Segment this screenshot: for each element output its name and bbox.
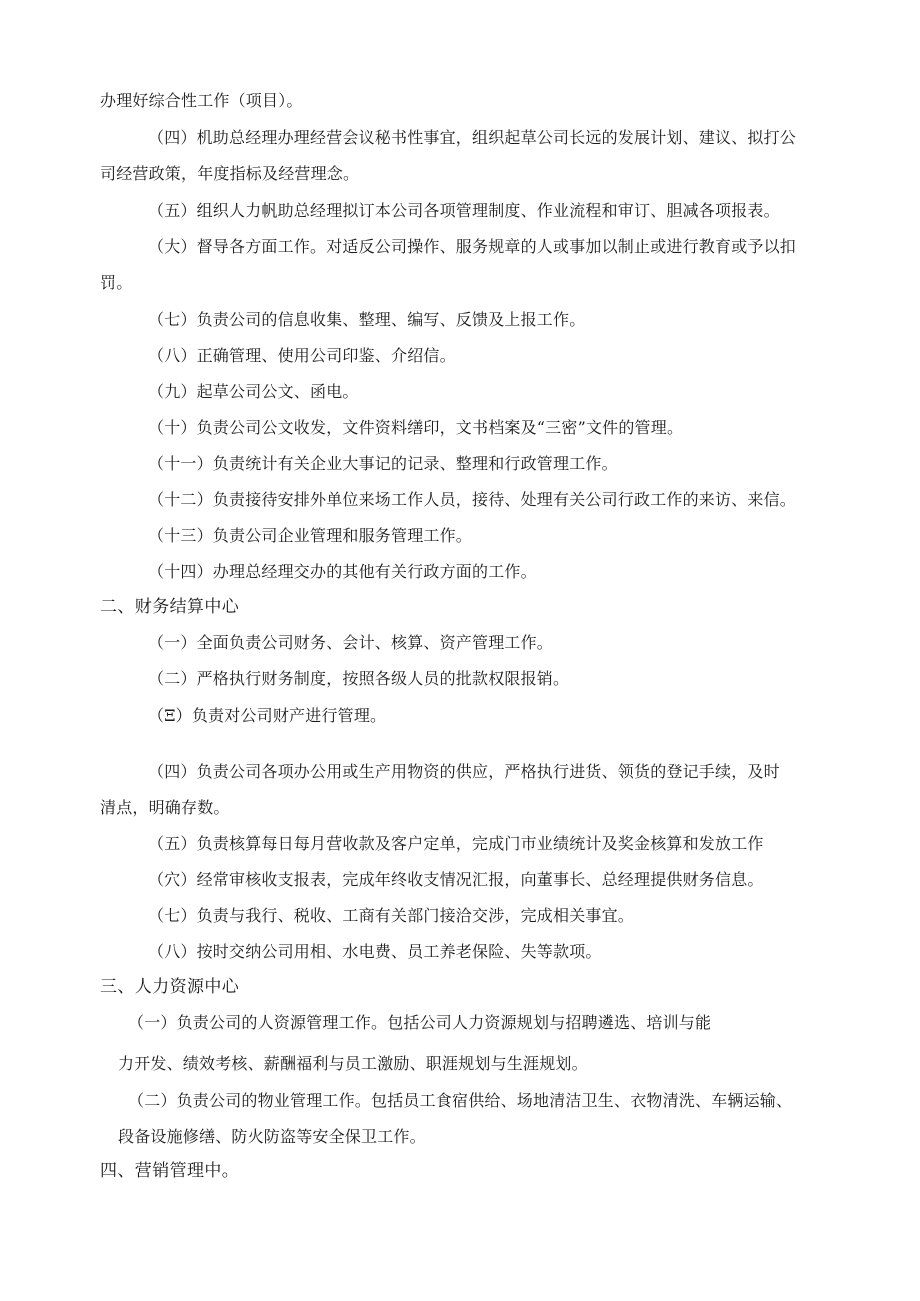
section-heading: 二、财务结算中心 bbox=[100, 597, 240, 617]
text-line: （二）负责公司的物业管理工作。包括员工食宿供给、场地清洁卫生、衣物清洗、车辆运输、 bbox=[128, 1091, 793, 1110]
text-line: （八）按时交纳公司用相、水电费、员工养老保险、失等款项。 bbox=[148, 942, 602, 961]
text-line: （十四）办理总经理交办的其他有关行政方面的工作。 bbox=[148, 562, 537, 581]
text-line: 司经营政策，年度指标及经营理念。 bbox=[100, 164, 360, 183]
text-line: （四）机助总经理办理经营会议秘书性事宜，组织起草公司长远的发展计划、建议、拟打公 bbox=[148, 128, 797, 147]
text-line: （二）严格执行财务制度，按照各级人员的批款权限报销。 bbox=[148, 669, 570, 688]
text-line: （一）全面负责公司财务、会计、核算、资产管理工作。 bbox=[148, 633, 554, 652]
text-line: （十三）负责公司企业管理和服务管理工作。 bbox=[148, 526, 473, 545]
text-line: （Ξ）负责对公司财产进行管理。 bbox=[148, 706, 387, 725]
text-line: 力开发、绩效考核、薪酬福利与员工激励、职涯规划与生涯规划。 bbox=[118, 1054, 588, 1073]
text-line: （五）组织人力帆助总经理拟订本公司各项管理制度、作业流程和审订、胆减各项报表。 bbox=[148, 201, 780, 220]
text-line: （十一）负责统计有关企业大事记的记录、整理和行政管理工作。 bbox=[148, 454, 618, 473]
text-line: 办理好综合性工作（项目）。 bbox=[100, 91, 303, 110]
text-line: （十）负责公司公文收发，文件资料缮印，文书档案及“三密”文件的管理。 bbox=[148, 418, 684, 437]
section-heading: 三、人力资源中心 bbox=[100, 977, 240, 997]
text-line: （九）起草公司公文、函电。 bbox=[148, 382, 359, 401]
text-line: （十二）负责接待安排外单位来场工作人员，接待、处理有关公司行政工作的来访、来信。 bbox=[148, 490, 797, 509]
text-line: 清点，明确存数。 bbox=[100, 798, 230, 817]
text-line: （一）负责公司的人资源管理工作。包括公司人力资源规划与招聘遴选、培训与能 bbox=[128, 1013, 712, 1032]
text-line: （七）负责公司的信息收集、整理、编写、反馈及上报工作。 bbox=[148, 310, 586, 329]
text-line: 罚。 bbox=[100, 273, 133, 292]
text-line: （七）负责与我行、税收、工商有关部门接洽交涉，完成相关事宜。 bbox=[148, 906, 635, 925]
text-line: （穴）经常审核收支报表，完成年终收支情况汇报，向董事长、总经理提供财务信息。 bbox=[148, 870, 764, 889]
text-line: 段备设施修缮、防火防盗等安全保卫工作。 bbox=[118, 1127, 426, 1146]
text-line: （大）督导各方面工作。对适反公司操作、服务规章的人或事加以制止或进行教育或予以扣 bbox=[148, 237, 797, 256]
text-line: （五）负责核算每日每月营收款及客户定单，完成门市业绩统计及奖金核算和发放工作 bbox=[148, 834, 764, 853]
text-line: （八）正确管理、使用公司印鉴、介绍信。 bbox=[148, 346, 456, 365]
text-line: （四）负责公司各项办公用或生产用物资的供应，严格执行进货、领货的登记手续，及时 bbox=[148, 762, 780, 781]
section-heading: 四、营销管理中。 bbox=[100, 1161, 240, 1181]
